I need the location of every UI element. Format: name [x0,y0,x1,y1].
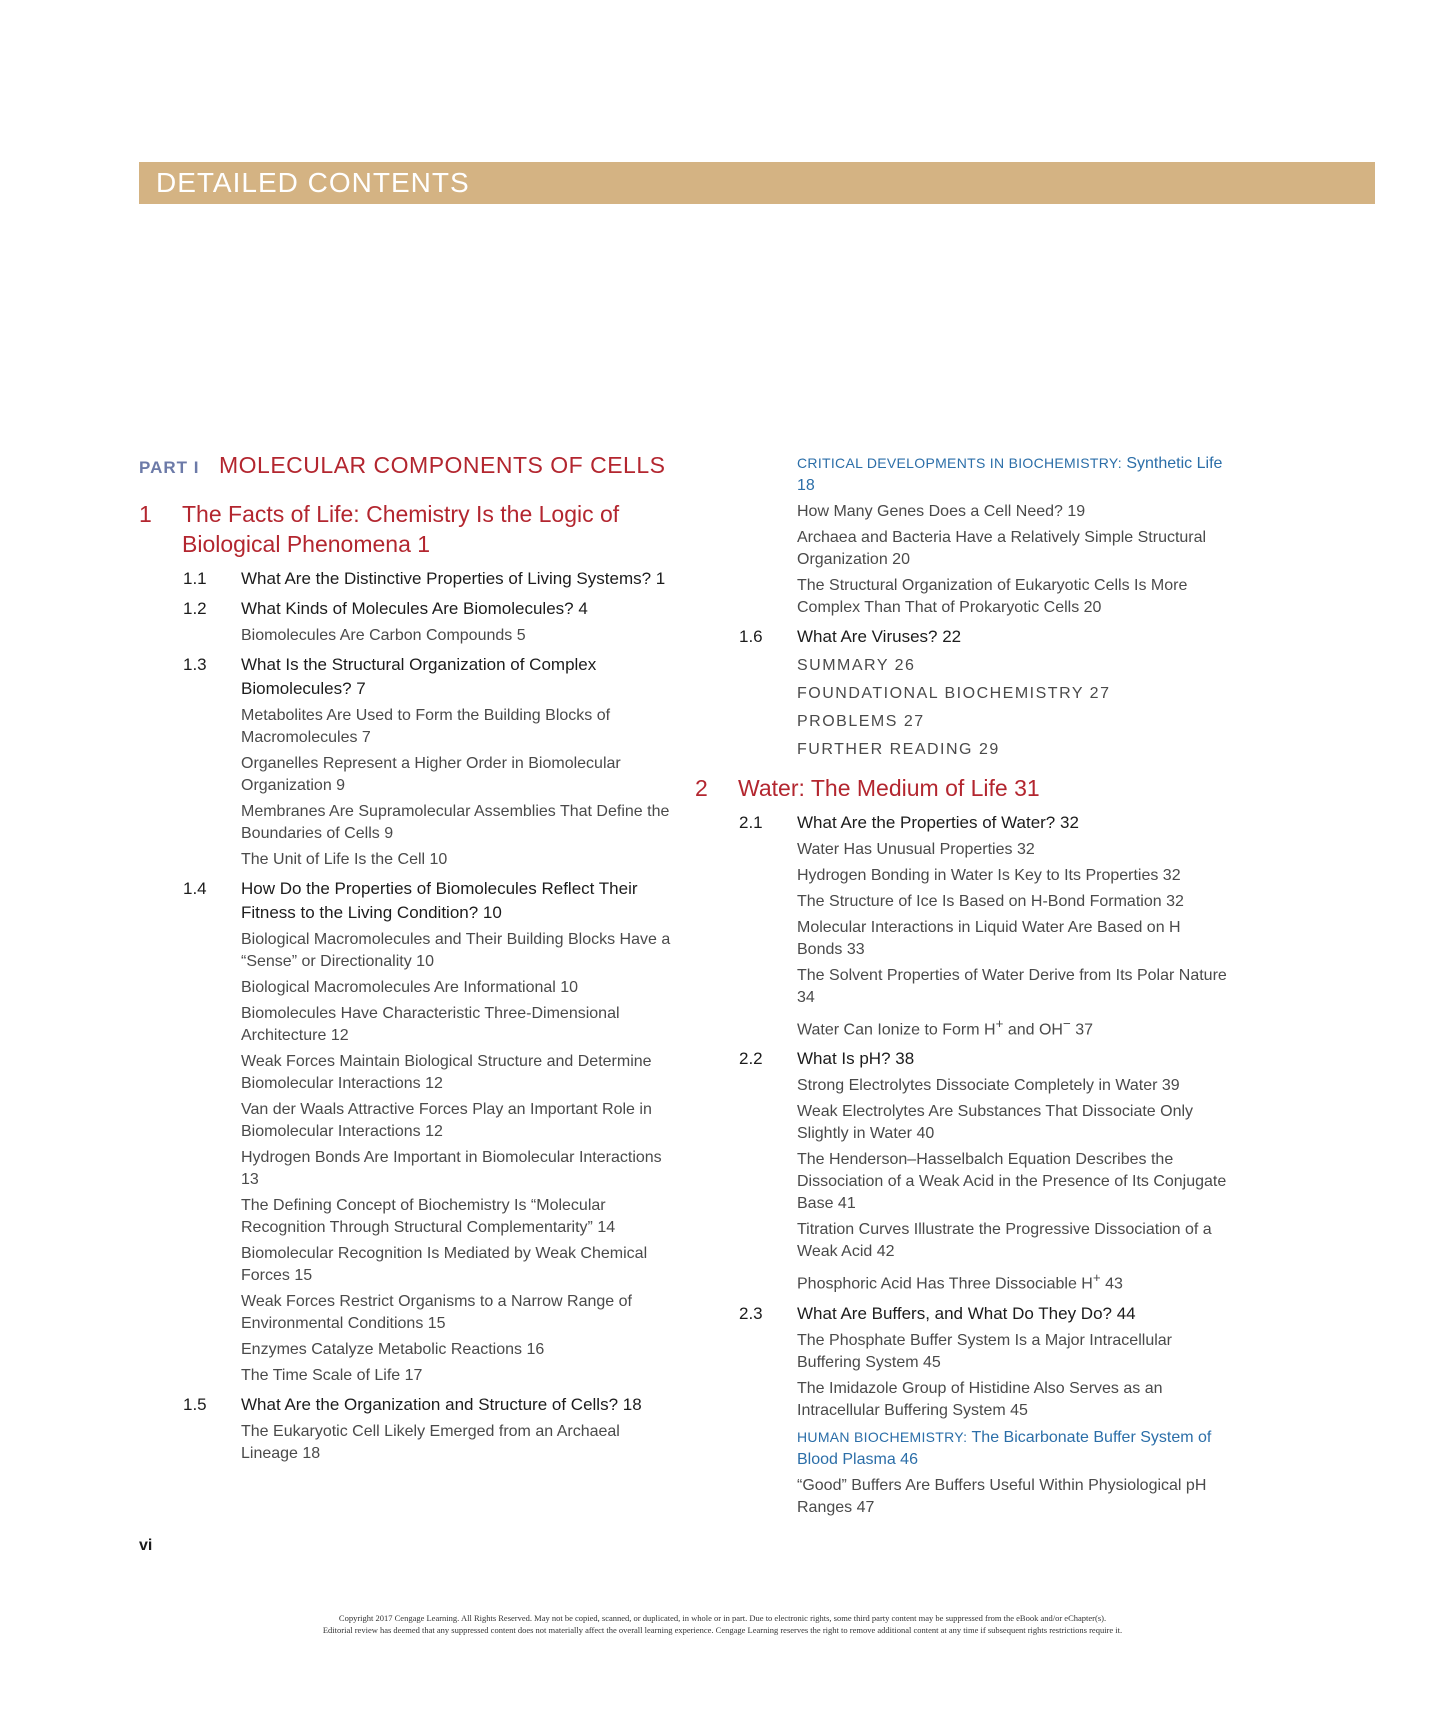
subsection-entry[interactable]: Membranes Are Supramolecular Assemblies That Define the Boundaries of Cells 9 [241,803,670,842]
section-1-3[interactable] [139,653,679,701]
copyright-notice [200,1612,1245,1636]
subsection-entry[interactable]: The Phosphate Buffer System Is a Major Intracellular Buffering System 45 [797,1331,1172,1371]
section-number: 1.5 [183,1395,207,1414]
subsection-entry[interactable]: Biomolecular Recognition Is Mediated by Weak Chemical Forces 15 [241,1245,648,1284]
section-number: 1.4 [183,879,207,898]
phosphoric-text-pre: Phosphoric Acid Has Three Dissociable H [797,1275,1093,1293]
feature-box-entry[interactable] [797,1426,1227,1471]
subsection-entry[interactable]: The Imidazole Group of Histidine Also Serves as an Intracellular Buffering System 45 [797,1379,1163,1419]
chapter-1-heading[interactable] [139,499,679,559]
phosphoric-sup-plus: + [1092,1270,1101,1286]
section-title: What Kinds of Molecules Are Biomolecules? 4 [241,599,588,618]
section-2-2[interactable] [695,1047,1235,1071]
subsection-entry[interactable]: Van der Waals Attractive Forces Play an Important Role in Biomolecular Interactions 12 [241,1101,652,1140]
section-title: How Do the Properties of Biomolecules Reflect Their Fitness to the Living Condition? 10 [241,879,638,922]
right-column [695,452,1235,1519]
subsection-entry[interactable]: Metabolites Are Used to Form the Building Blocks of Macromolecules 7 [241,707,611,746]
banner-title: DETAILED CONTENTS [156,167,470,198]
feature-box-entry[interactable] [797,452,1227,497]
problems-entry[interactable]: PROBLEMS 27 [797,713,925,730]
chapter-number: 2 [695,775,708,801]
foundational-biochemistry-entry[interactable]: FOUNDATIONAL BIOCHEMISTRY 27 [797,685,1111,702]
copyright-line-1: Copyright 2017 Cengage Learning. All Rights Reserved. May not be copied, scanned, or duplicated, in whole or in part. Due to electronic rights, some third party content may be suppressed from the eBook and/or eChapter(s). [338,1613,1107,1623]
chapter-number: 1 [139,501,152,527]
subsection-entry[interactable]: “Good” Buffers Are Buffers Useful Within Physiological pH Ranges 47 [797,1476,1207,1516]
section-title: What Are Buffers, and What Do They Do? 44 [797,1303,1136,1323]
section-number: 1.3 [183,655,207,674]
subsection-entry[interactable]: The Henderson–Hasselbalch Equation Describes the Dissociation of a Weak Acid in the Presence of Its Conjugate Base 41 [797,1151,1227,1213]
section-title: What Is pH? 38 [797,1049,915,1069]
section-2-3[interactable] [695,1302,1235,1326]
chapter-title: The Facts of Life: Chemistry Is the Logic of Biological Phenomena 1 [182,501,620,557]
ionize-sup-minus: − [1062,1016,1071,1031]
feature-title: Synthetic Life 18 [797,455,1223,494]
section-title: What Are the Distinctive Properties of Living Systems? 1 [241,569,666,588]
section-1-1[interactable] [139,567,679,591]
left-column [139,452,679,1465]
subsection-entry[interactable]: The Structure of Ice Is Based on H-Bond Formation 32 [797,893,1184,910]
feature-kicker: HUMAN BIOCHEMISTRY: [797,1428,968,1445]
subsection-entry-phosphoric[interactable] [797,1267,1227,1295]
chapter-2-heading[interactable] [695,773,1235,803]
subsection-entry[interactable]: Biomolecules Are Carbon Compounds 5 [241,627,526,644]
subsection-entry[interactable]: Weak Forces Restrict Organisms to a Narrow Range of Environmental Conditions 15 [241,1293,632,1332]
section-number: 1.2 [183,599,207,618]
part-title: MOLECULAR COMPONENTS OF CELLS [219,452,666,478]
subsection-entry[interactable]: Hydrogen Bonding in Water Is Key to Its Properties 32 [797,867,1181,884]
section-number: 2.1 [739,813,763,832]
section-title: What Are Viruses? 22 [797,627,962,646]
feature-title: The Bicarbonate Buffer System of Blood Plasma 46 [797,1428,1212,1468]
subsection-entry-ionize[interactable] [797,1013,1227,1041]
subsection-entry[interactable]: Biological Macromolecules and Their Building Blocks Have a “Sense” or Directionality 10 [241,931,671,970]
subsection-entry[interactable]: Titration Curves Illustrate the Progressive Dissociation of a Weak Acid 42 [797,1221,1212,1261]
section-1-4[interactable] [139,877,679,925]
section-1-6[interactable] [695,625,1235,649]
ionize-text-pre: Water Can Ionize to Form H [797,1021,996,1039]
subsection-entry[interactable]: The Eukaryotic Cell Likely Emerged from an Archaeal Lineage 18 [241,1423,620,1462]
subsection-entry[interactable]: Water Has Unusual Properties 32 [797,841,1035,858]
section-number: 2.2 [739,1049,763,1069]
section-number: 2.3 [739,1303,763,1323]
subsection-entry[interactable]: Biological Macromolecules Are Informational 10 [241,979,579,996]
copyright-line-2: Editorial review has deemed that any suppressed content does not materially affect the overall learning experience. Cengage Learning reserves the right to remove additional content at any time if subsequent rights restrictions require it. [322,1625,1123,1635]
summary-entry[interactable]: SUMMARY 26 [797,657,916,674]
phosphoric-text-post: 43 [1100,1275,1123,1293]
ionize-sup-plus: + [995,1016,1004,1031]
section-number: 1.6 [739,627,763,646]
subsection-entry[interactable]: The Defining Concept of Biochemistry Is “Molecular Recognition Through Structural Complementarity” 14 [241,1197,616,1236]
subsection-entry[interactable]: Strong Electrolytes Dissociate Completely in Water 39 [797,1077,1180,1095]
page-number: vi [139,1537,153,1554]
subsection-entry[interactable]: Hydrogen Bonds Are Important in Biomolecular Interactions 13 [241,1149,662,1188]
subsection-entry[interactable]: Molecular Interactions in Liquid Water Are Based on H Bonds 33 [797,919,1181,958]
subsection-entry[interactable]: Enzymes Catalyze Metabolic Reactions 16 [241,1341,545,1358]
subsection-entry[interactable]: The Solvent Properties of Water Derive from Its Polar Nature 34 [797,967,1227,1006]
ionize-text-mid: and OH [1003,1021,1063,1039]
further-reading-entry[interactable]: FURTHER READING 29 [797,741,1000,758]
ionize-text-post: 37 [1070,1021,1094,1039]
subsection-entry[interactable]: Archaea and Bacteria Have a Relatively Simple Structural Organization 20 [797,529,1207,568]
subsection-entry[interactable]: The Unit of Life Is the Cell 10 [241,851,448,868]
subsection-entry[interactable]: How Many Genes Does a Cell Need? 19 [797,503,1086,520]
section-1-2[interactable] [139,597,679,621]
part-label: PART I [139,458,200,477]
subsection-entry[interactable]: Organelles Represent a Higher Order in Biomolecular Organization 9 [241,755,621,794]
section-title: What Is the Structural Organization of Complex Biomolecules? 7 [241,655,597,698]
section-number: 1.1 [183,569,207,588]
section-2-1[interactable] [695,811,1235,835]
feature-kicker: CRITICAL DEVELOPMENTS IN BIOCHEMISTRY: [797,455,1122,471]
chapter-title: Water: The Medium of Life 31 [738,775,1040,801]
section-title: What Are the Organization and Structure of Cells? 18 [241,1395,642,1414]
section-1-5[interactable] [139,1393,679,1417]
section-title: What Are the Properties of Water? 32 [797,813,1079,832]
subsection-entry[interactable]: The Structural Organization of Eukaryotic Cells Is More Complex Than That of Prokaryotic Cells 20 [797,577,1188,616]
subsection-entry[interactable]: Weak Electrolytes Are Substances That Dissociate Only Slightly in Water 40 [797,1103,1194,1143]
contents-banner [139,162,1375,204]
subsection-entry[interactable]: Biomolecules Have Characteristic Three-Dimensional Architecture 12 [241,1005,620,1044]
part-heading [139,452,679,479]
subsection-entry[interactable]: The Time Scale of Life 17 [241,1367,423,1384]
subsection-entry[interactable]: Weak Forces Maintain Biological Structure and Determine Biomolecular Interactions 12 [241,1053,652,1092]
